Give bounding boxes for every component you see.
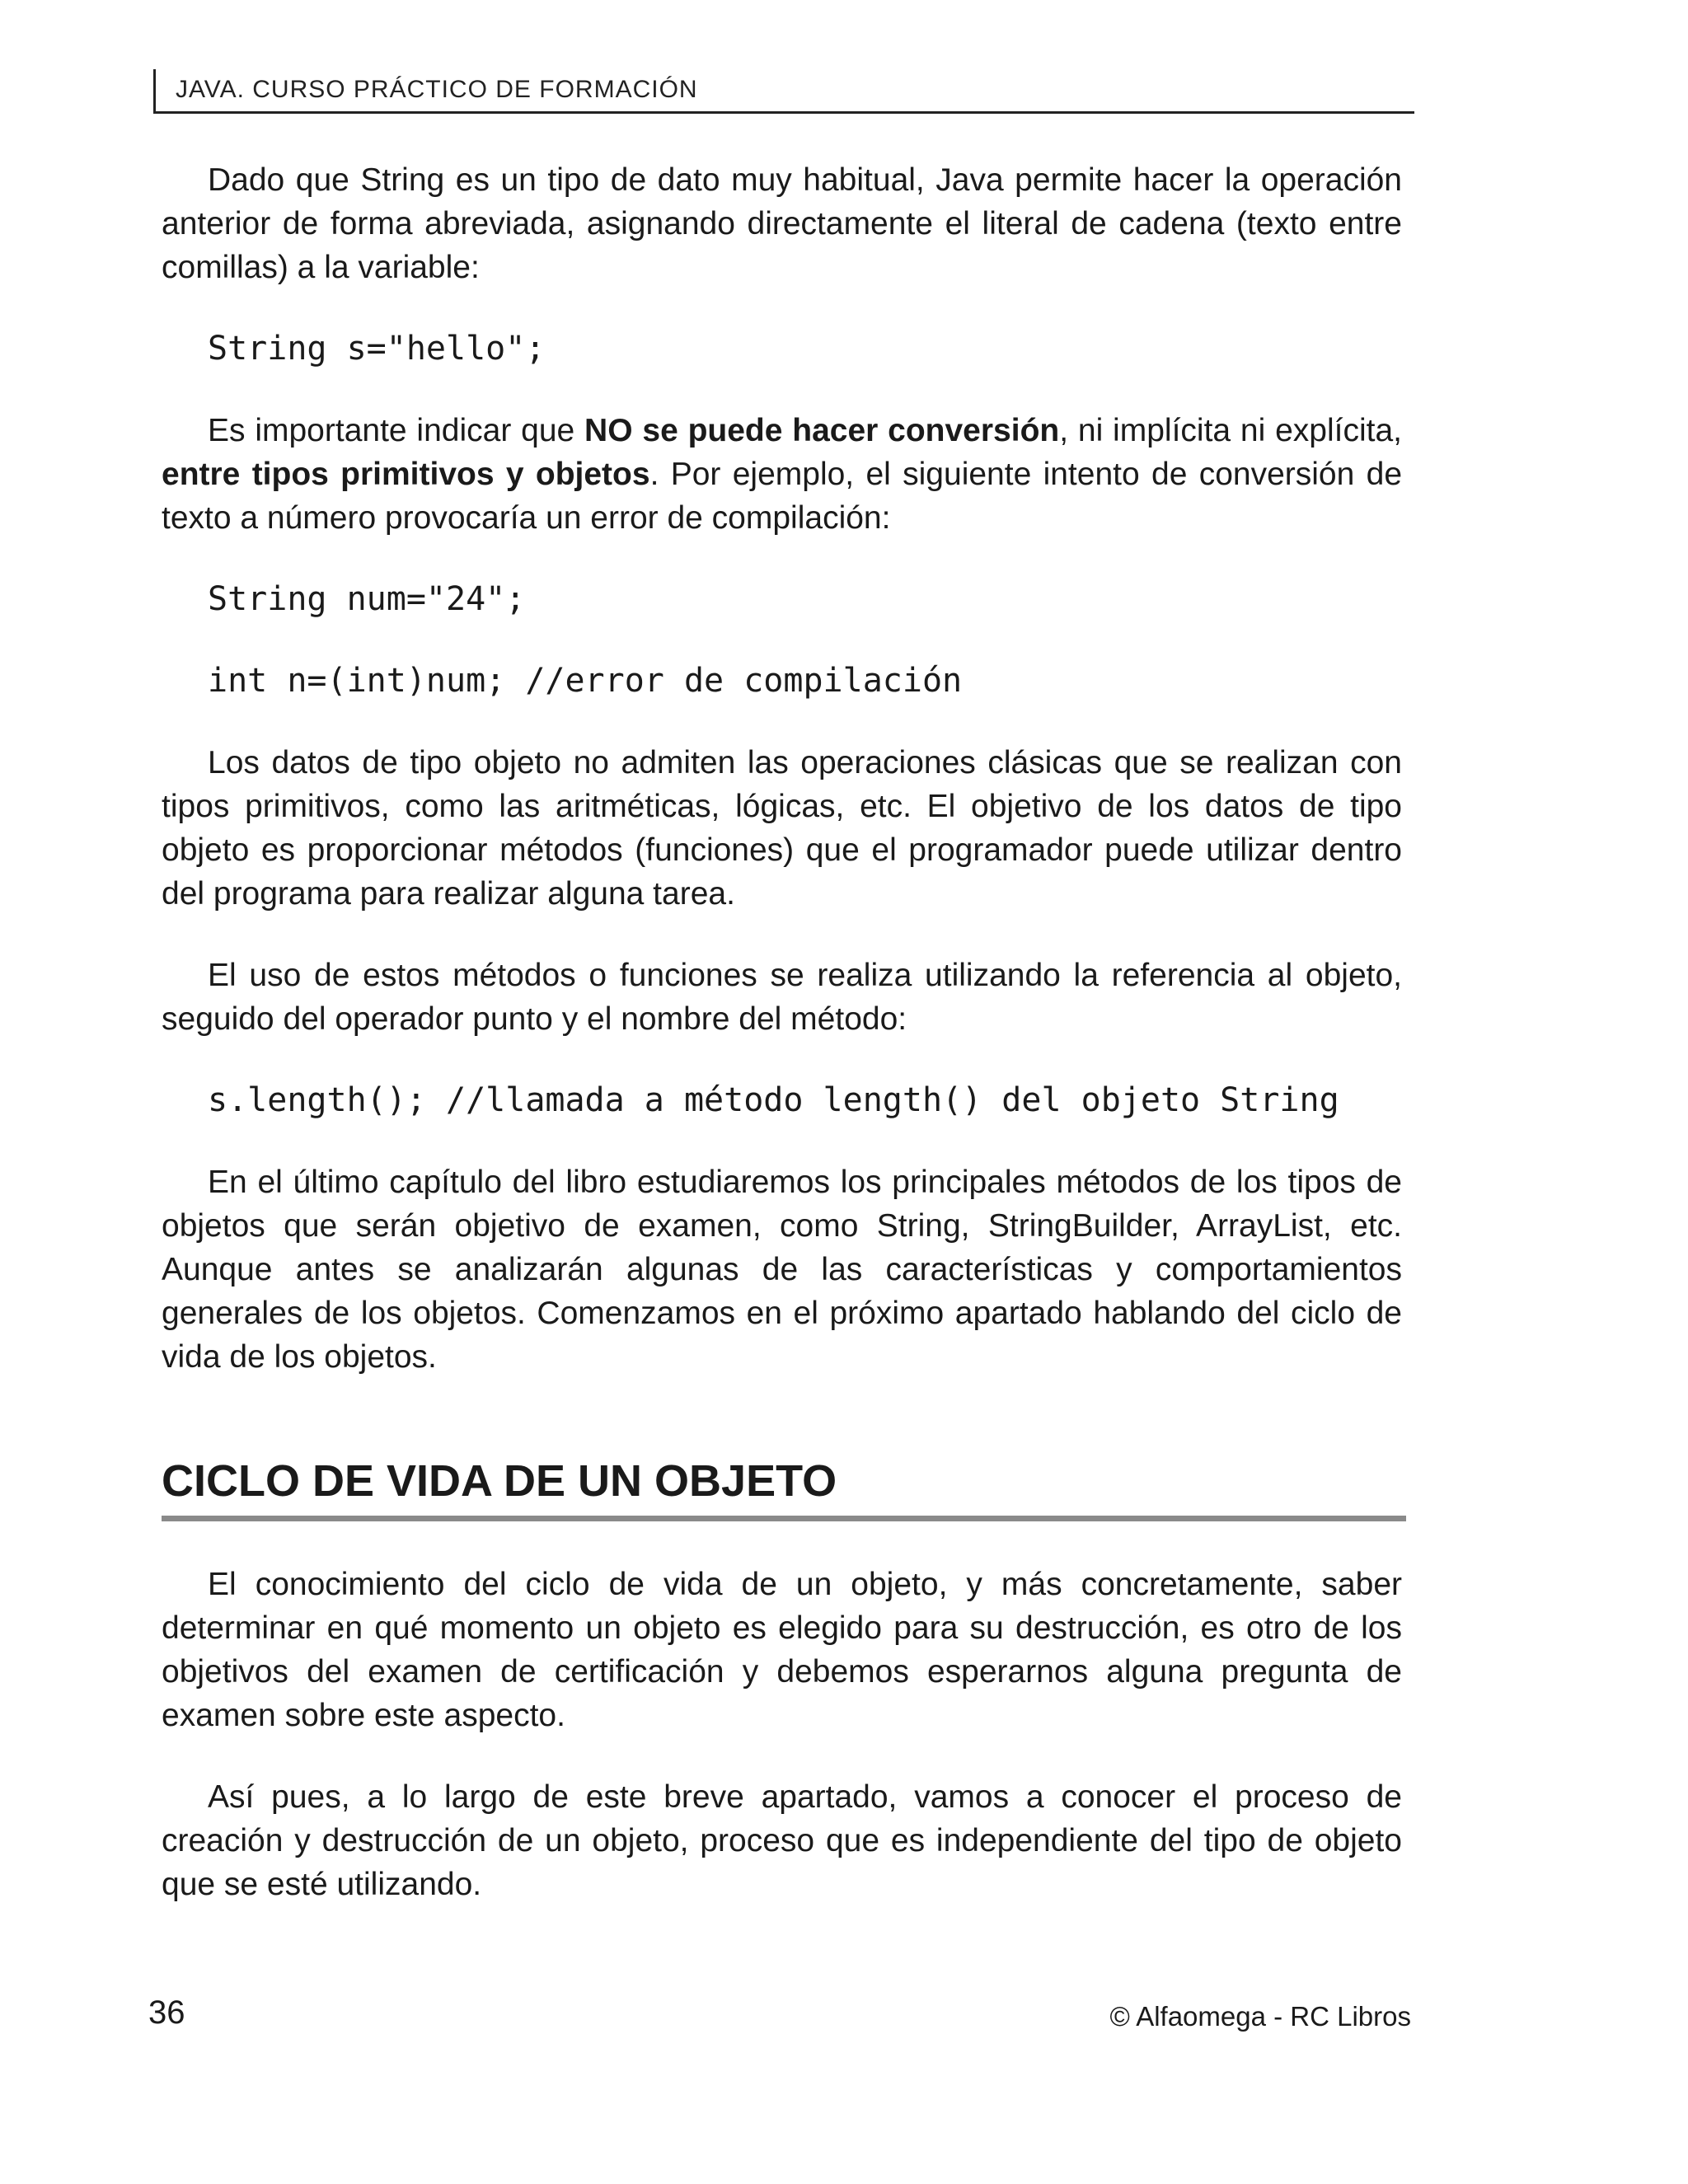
paragraph-conversion (162, 409, 1402, 540)
paragraph-lifecycle: El conocimiento del ciclo de vida de un objeto, y más concretamente, saber determinar en qué momento un objeto es elegido para su destrucción, es otro de los objetivos del examen de certificación y debemos esperarnos alguna pregunta de examen sobre este aspecto. (162, 1567, 1402, 1733)
running-header-title: JAVA. CURSO PRÁCTICO DE FORMACIÓN (176, 76, 698, 103)
text-segment: Es importante indicar que (208, 413, 585, 448)
code-length-call: s.length(); //llamada a método length() del objeto String (208, 1081, 1339, 1119)
paragraph-creation-destruction: Así pues, a lo largo de este breve apartado, vamos a conocer el proceso de creación y destrucción de un objeto, proceso que es independiente del tipo de objeto que se esté utilizando. (162, 1779, 1402, 1902)
paragraph-method-call: El uso de estos métodos o funciones se realiza utilizando la referencia al objeto, seguido del operador punto y el nombre del método: (162, 958, 1402, 1037)
bold-segment-no-conversion: NO se puede hacer conversión (584, 413, 1060, 448)
text-segment: , ni implícita ni explícita, (1059, 413, 1403, 448)
publisher-credit: © Alfaomega - RC Libros (1109, 2001, 1411, 2032)
bold-segment-primitives-objects: entre tipos primitivos y objetos (162, 457, 650, 492)
section-heading: CICLO DE VIDA DE UN OBJETO (162, 1455, 1406, 1521)
page-body (162, 158, 1402, 1944)
paragraph-string-literal: Dado que String es un tipo de dato muy habitual, Java permite hacer la operación anterior de forma abreviada, asignando directamente el literal de cadena (texto entre comillas) a la variable: (162, 162, 1402, 285)
paragraph-last-chapter: En el último capítulo del libro estudiaremos los principales métodos de los tipos de objetos que serán objetivo de examen, como String, StringBuilder, ArrayList, etc. Aunque antes se analizarán algunas de las características y comportamientos generales de los objetos. Comenzamos en el próximo apartado hablando del ciclo de vida de los objetos. (162, 1165, 1402, 1375)
page-number: 36 (148, 1994, 185, 2031)
code-string-hello: String s="hello"; (208, 330, 546, 368)
code-int-cast: int n=(int)num; //error de compilación (208, 662, 963, 700)
text-segment: . Por ejemplo, el siguiente intento de conversión de texto a número provocaría un error de compilación: (162, 457, 1403, 536)
code-string-num: String num="24"; (208, 580, 526, 618)
paragraph-object-operations: Los datos de tipo objeto no admiten las operaciones clásicas que se realizan con tipos primitivos, como las aritméticas, lógicas, etc. El objetivo de los datos de tipo objeto es proporcionar métodos (funciones) que el programador puede utilizar dentro del programa para realizar alguna tarea. (162, 745, 1402, 912)
running-header (153, 69, 1414, 114)
